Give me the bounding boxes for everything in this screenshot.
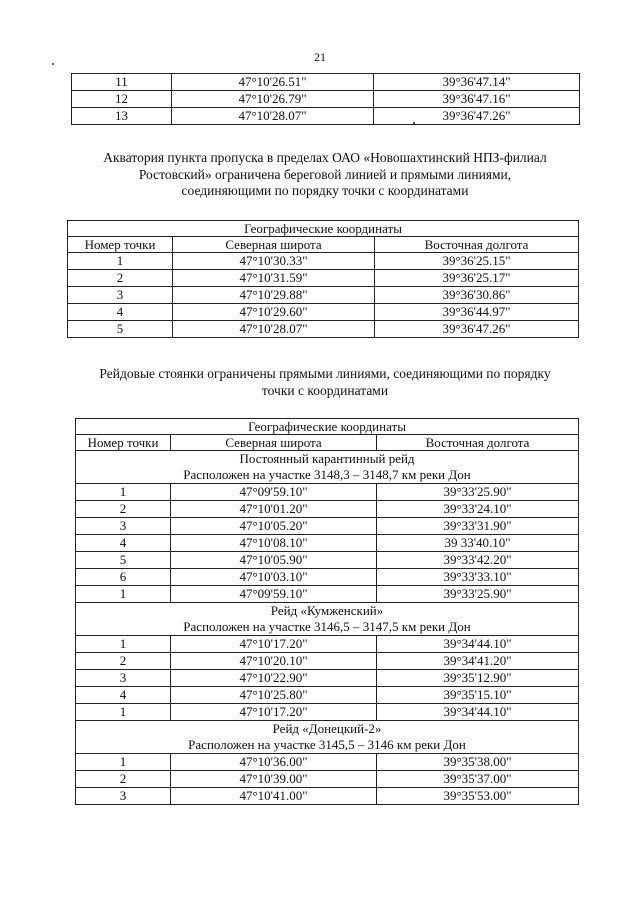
column-header: Северная широта [173, 237, 375, 253]
longitude-cell: 39°34'41.20" [377, 653, 579, 670]
latitude-cell: 47°10'08.10" [171, 535, 377, 552]
section-title: Постоянный карантинный рейд [239, 451, 415, 466]
table-row [76, 754, 579, 771]
longitude-cell: 39°35'37.00" [377, 771, 579, 788]
page-number: 21 [314, 50, 326, 64]
section-subtitle: Расположен на участке 3146,5 – 3147,5 км реки Дон [183, 619, 471, 634]
point-number-cell: 4 [76, 535, 171, 552]
table-row [76, 484, 579, 501]
section-title: Рейд «Кумженский» [270, 603, 384, 618]
longitude-cell: 39°34'44.10" [377, 704, 579, 721]
paragraph-roadsteads [70, 366, 580, 399]
point-number-cell: 11 [72, 74, 172, 91]
column-header: Восточная долгота [377, 435, 579, 451]
port-waters-coordinates-table [67, 220, 579, 338]
longitude-cell: 39°35'53.00" [377, 788, 579, 805]
latitude-cell: 47°10'03.10" [171, 569, 377, 586]
longitude-cell: 39°33'31.90" [377, 518, 579, 535]
longitude-cell: 39°36'47.16" [374, 91, 580, 108]
table-row [72, 74, 580, 91]
table-row [76, 586, 579, 603]
point-number-cell: 4 [76, 687, 171, 704]
longitude-cell: 39°35'15.10" [377, 687, 579, 704]
latitude-cell: 47°10'05.90" [171, 552, 377, 569]
latitude-cell: 47°10'30.33" [173, 253, 375, 270]
longitude-cell: 39°33'25.90" [377, 586, 579, 603]
point-number-cell: 3 [76, 788, 171, 805]
longitude-cell: 39°33'42.20" [377, 552, 579, 569]
latitude-cell: 47°10'39.00" [171, 771, 377, 788]
column-header: Номер точки [76, 435, 171, 451]
table-header-row [76, 419, 579, 435]
point-number-cell: 3 [76, 670, 171, 687]
longitude-cell: 39°33'33.10" [377, 569, 579, 586]
point-number-cell: 3 [68, 287, 173, 304]
latitude-cell: 47°10'31.59" [173, 270, 375, 287]
text-line: Акватория пункта пропуска в пределах ОАО «Новошахтинский НПЗ-филиал [103, 150, 547, 165]
text-line: соединяющими по порядку точки с координатами [181, 183, 469, 198]
point-number-cell: 12 [72, 91, 172, 108]
section-title: Рейд «Донецкий-2» [272, 721, 382, 736]
point-number-cell: 1 [76, 586, 171, 603]
column-header: Номер точки [68, 237, 173, 253]
latitude-cell: 47°10'25.80" [171, 687, 377, 704]
table-row [76, 704, 579, 721]
latitude-cell: 47°10'20.10" [171, 653, 377, 670]
latitude-cell: 47°09'59.10" [171, 586, 377, 603]
longitude-cell: 39 33'40.10" [377, 535, 579, 552]
longitude-cell: 39°36'44.97" [375, 304, 579, 321]
longitude-cell: 39°36'25.17" [375, 270, 579, 287]
coordinates-table-continued [71, 73, 580, 125]
longitude-cell: 39°33'24.10" [377, 501, 579, 518]
point-number-cell: 2 [76, 771, 171, 788]
table-row [76, 535, 579, 552]
column-header: Восточная долгота [375, 237, 579, 253]
section-subtitle: Расположен на участке 3145,5 – 3146 км реки Дон [188, 737, 466, 752]
point-number-cell: 2 [76, 653, 171, 670]
longitude-cell: 39°35'12.90" [377, 670, 579, 687]
latitude-cell: 47°10'36.00" [171, 754, 377, 771]
longitude-cell: 39°35'38.00" [377, 754, 579, 771]
point-number-cell: 1 [76, 704, 171, 721]
table-row [72, 91, 580, 108]
point-number-cell: 5 [68, 321, 173, 338]
table-header-row [68, 221, 579, 237]
point-number-cell: 13 [72, 108, 172, 125]
latitude-cell: 47°10'41.00" [171, 788, 377, 805]
text-line: точки с координатами [261, 382, 389, 398]
point-number-cell: 2 [68, 270, 173, 287]
longitude-cell: 39°36'47.26" [374, 108, 580, 125]
paragraph-port-waters [60, 150, 590, 200]
column-header-row [76, 435, 579, 451]
section-header [76, 721, 579, 754]
column-header: Северная широта [171, 435, 377, 451]
table-body [72, 74, 580, 125]
longitude-cell: 39°36'25.15" [375, 253, 579, 270]
point-number-cell: 1 [68, 253, 173, 270]
section-header [76, 603, 579, 636]
table-row [76, 569, 579, 586]
table-row [76, 788, 579, 805]
point-number-cell: 1 [76, 754, 171, 771]
table-header: Географические координаты [68, 221, 579, 237]
latitude-cell: 47°10'28.07" [173, 321, 375, 338]
longitude-cell: 39°36'47.26" [375, 321, 579, 338]
section-header [76, 451, 579, 484]
point-number-cell: 1 [76, 636, 171, 653]
point-number-cell: 4 [68, 304, 173, 321]
latitude-cell: 47°10'17.20" [171, 636, 377, 653]
latitude-cell: 47°09'59.10" [171, 484, 377, 501]
latitude-cell: 47°10'29.88" [173, 287, 375, 304]
table-row [72, 108, 580, 125]
latitude-cell: 47°10'28.07" [172, 108, 374, 125]
table-row [76, 501, 579, 518]
table-body [76, 419, 579, 805]
table-row [68, 270, 579, 287]
table-row [68, 287, 579, 304]
latitude-cell: 47°10'17.20" [171, 704, 377, 721]
table-row [76, 670, 579, 687]
section-header-row [76, 603, 579, 636]
table-row [76, 653, 579, 670]
point-number-cell: 5 [76, 552, 171, 569]
longitude-cell: 39°34'44.10" [377, 636, 579, 653]
longitude-cell: 39°33'25.90" [377, 484, 579, 501]
point-number-cell: 6 [76, 569, 171, 586]
table-row [76, 552, 579, 569]
table-body [68, 221, 579, 338]
longitude-cell: 39°36'47.14" [374, 74, 580, 91]
section-header-row [76, 721, 579, 754]
text-line: Ростовский» ограничена береговой линией и прямыми линиями, [138, 166, 512, 182]
longitude-cell: 39°36'30.86" [375, 287, 579, 304]
table-row [68, 321, 579, 338]
table-row [76, 771, 579, 788]
latitude-cell: 47°10'01.20" [171, 501, 377, 518]
section-header-row [76, 451, 579, 484]
point-number-cell: 3 [76, 518, 171, 535]
latitude-cell: 47°10'26.79" [172, 91, 374, 108]
point-number-cell: 2 [76, 501, 171, 518]
latitude-cell: 47°10'29.60" [173, 304, 375, 321]
latitude-cell: 47°10'26.51" [172, 74, 374, 91]
roadsteads-coordinates-table [75, 418, 579, 805]
table-row [76, 518, 579, 535]
latitude-cell: 47°10'22.90" [171, 670, 377, 687]
table-header: Географические координаты [76, 419, 579, 435]
table-row [76, 687, 579, 704]
text-line: Рейдовые стоянки ограничены прямыми линиями, соединяющими по порядку [99, 366, 551, 381]
table-row [76, 636, 579, 653]
latitude-cell: 47°10'05.20" [171, 518, 377, 535]
table-row [68, 304, 579, 321]
point-number-cell: 1 [76, 484, 171, 501]
table-row [68, 253, 579, 270]
section-subtitle: Расположен на участке 3148,3 – 3148,7 км реки Дон [183, 467, 471, 482]
column-header-row [68, 237, 579, 253]
